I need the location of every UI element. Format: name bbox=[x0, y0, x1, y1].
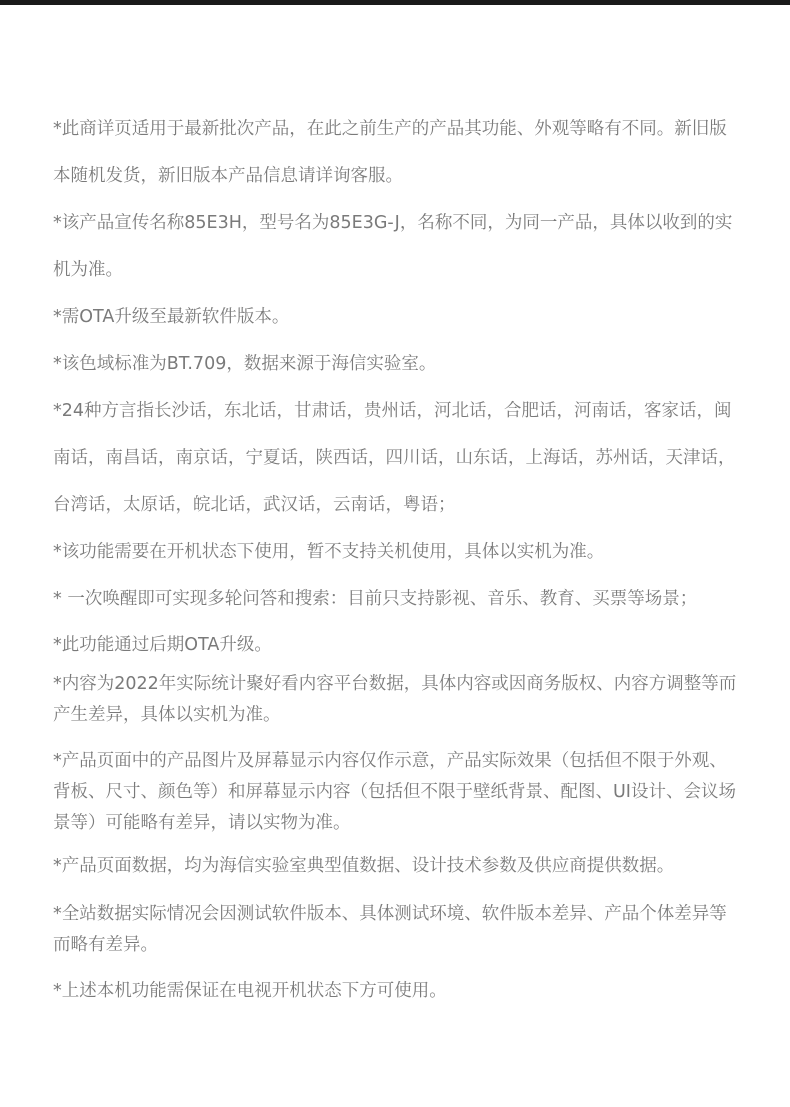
note-multi-turn: * 一次唤醒即可实现多轮问答和搜索：目前只支持影视、音乐、教育、买票等场景； bbox=[53, 589, 698, 609]
note-content-stats: *内容为2022年实际统计聚好看内容平台数据，具体内容或因商务版权、内容方调整等而产生差异，具体以实机为准。 bbox=[53, 674, 737, 725]
note-power-on-required: *上述本机功能需保证在电视开机状态下方可使用。 bbox=[53, 981, 447, 1001]
note-lab-data: *产品页面数据，均为海信实验室典型值数据、设计技术参数及供应商提供数据。 bbox=[53, 856, 675, 876]
note-dialects: *24种方言指长沙话，东北话，甘肃话，贵州话，河北话，合肥话，河南话，客家话，闽南话，南昌话，南京话，宁夏话，陕西话，四川话，山东话，上海话，苏州话，天津话，台湾话，太原话，皖北话，武汉话，云南话，粤语； bbox=[53, 401, 736, 515]
note-power-state: *该功能需要在开机状态下使用，暂不支持关机使用，具体以实机为准。 bbox=[53, 542, 605, 562]
top-divider-bar bbox=[0, 0, 790, 5]
note-later-ota: *此功能通过后期OTA升级。 bbox=[53, 635, 272, 655]
note-site-data: *全站数据实际情况会因测试软件版本、具体测试环境、软件版本差异、产品个体差异等而略有差异。 bbox=[53, 904, 727, 955]
note-model-name: *该产品宣传名称85E3H，型号名为85E3G-J，名称不同，为同一产品，具体以收到的实机为准。 bbox=[53, 213, 733, 280]
note-batch-version: *此商详页适用于最新批次产品，在此之前生产的产品其功能、外观等略有不同。新旧版本随机发货，新旧版本产品信息请详询客服。 bbox=[53, 119, 727, 186]
note-color-gamut: *该色域标准为BT.709，数据来源于海信实验室。 bbox=[53, 354, 437, 374]
note-images-illustrative: *产品页面中的产品图片及屏幕显示内容仅作示意，产品实际效果（包括但不限于外观、背板、尺寸、颜色等）和屏幕显示内容（包括但不限于壁纸背景、配图、UI设计、会议场景等）可能略有差异，请以实物为准。 bbox=[53, 751, 736, 833]
note-ota-upgrade: *需OTA升级至最新软件版本。 bbox=[53, 307, 290, 327]
